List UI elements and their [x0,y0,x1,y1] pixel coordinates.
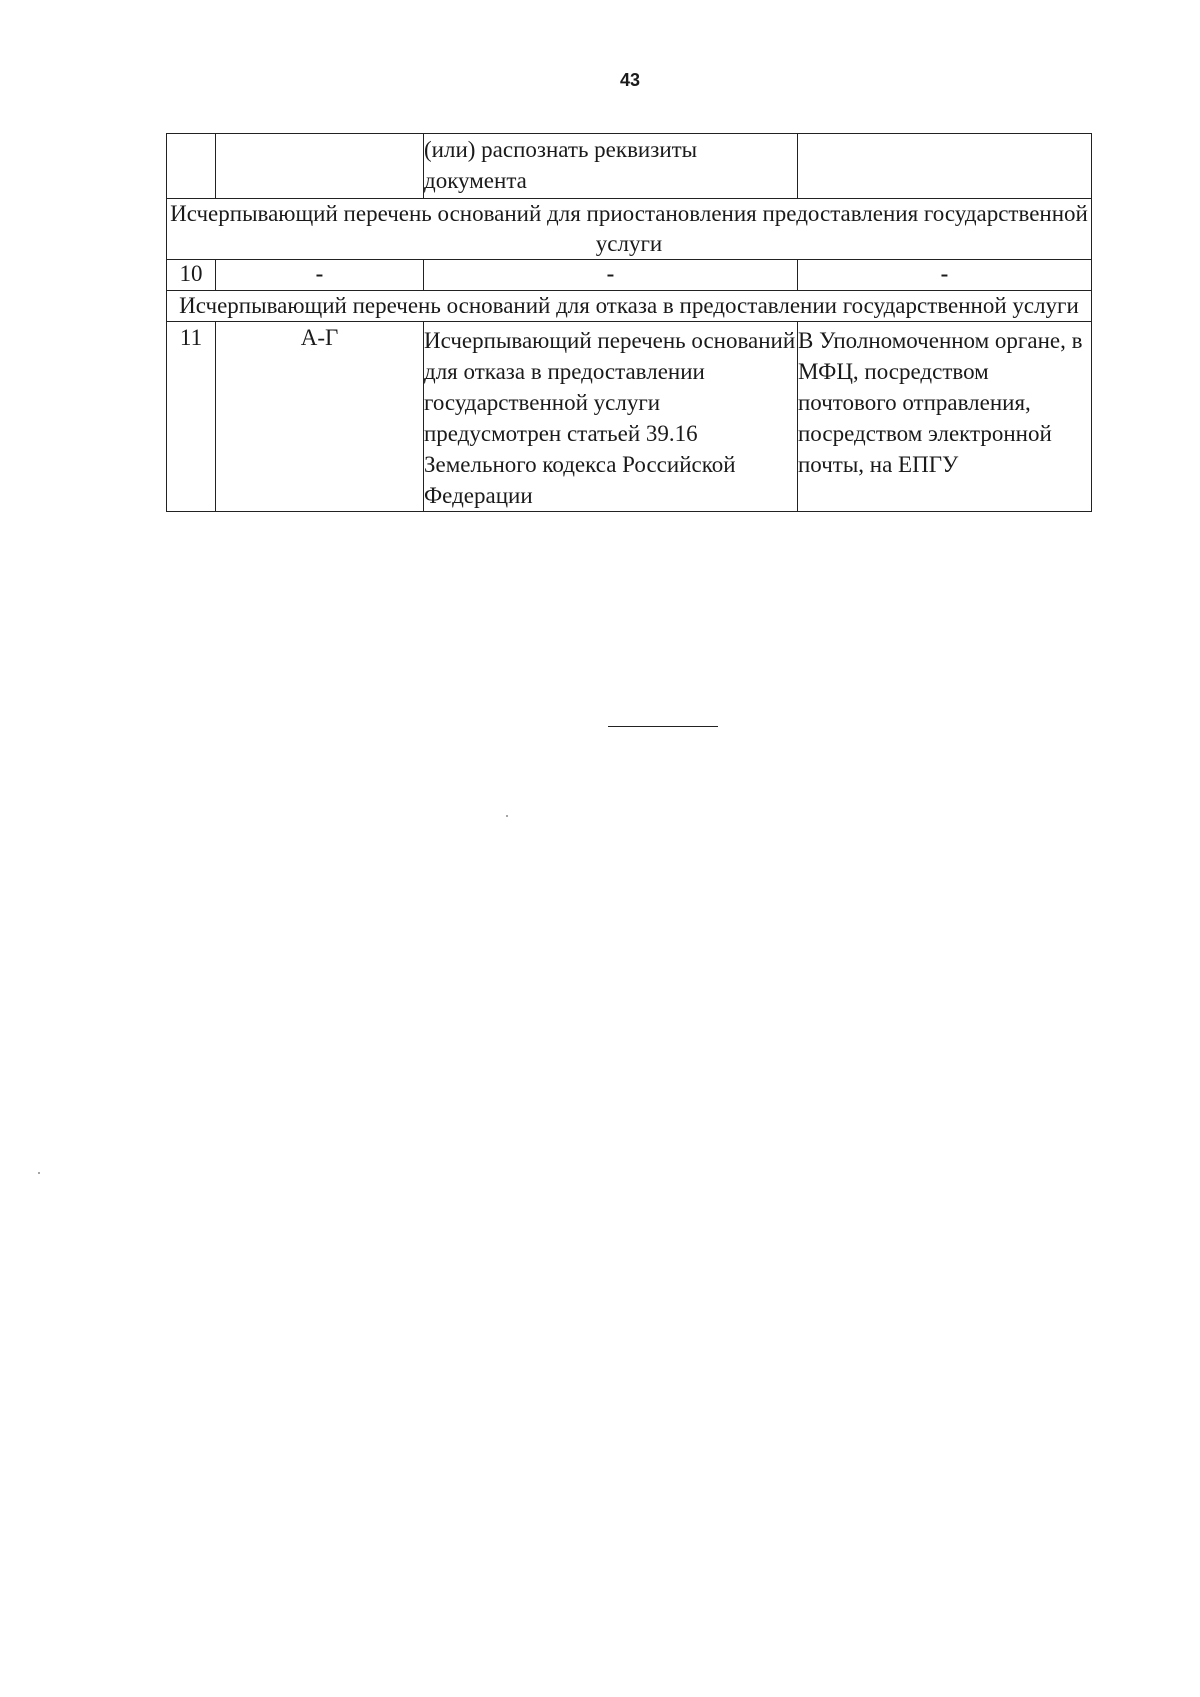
section-header-row [167,291,1092,322]
condition-cell: А-Г [216,322,424,512]
where-cell [798,134,1092,199]
section-title-refusal: Исчерпывающий перечень оснований для отказа в предоставлении государственной услуги [167,291,1092,322]
page-number: 43 [619,70,641,90]
scan-speck [38,1172,40,1174]
where-cell: В Уполномоченном органе, в МФЦ, посредством почтового отправления, посредством электронной почты, на ЕПГУ [798,322,1092,512]
description-cell: (или) распознать реквизиты документа [424,134,798,199]
row-number-cell: 11 [167,322,216,512]
section-header-row [167,199,1092,260]
table-row [167,134,1092,199]
table-row [167,322,1092,512]
description-cell: - [424,260,798,291]
row-number-cell [167,134,216,199]
end-of-table-rule [608,726,718,727]
row-number-cell: 10 [167,260,216,291]
table-row [167,260,1092,291]
condition-cell [216,134,424,199]
condition-cell: - [216,260,424,291]
description-cell: Исчерпывающий перечень оснований для отказа в предоставлении государственной услуги предусмотрен статьей 39.16 Земельного кодекса Российской Федерации [424,322,798,512]
document-table [166,133,1092,512]
where-cell: - [798,260,1092,291]
section-title-suspension: Исчерпывающий перечень оснований для приостановления предоставления государственной услуги [167,199,1092,260]
scan-speck [506,815,508,817]
